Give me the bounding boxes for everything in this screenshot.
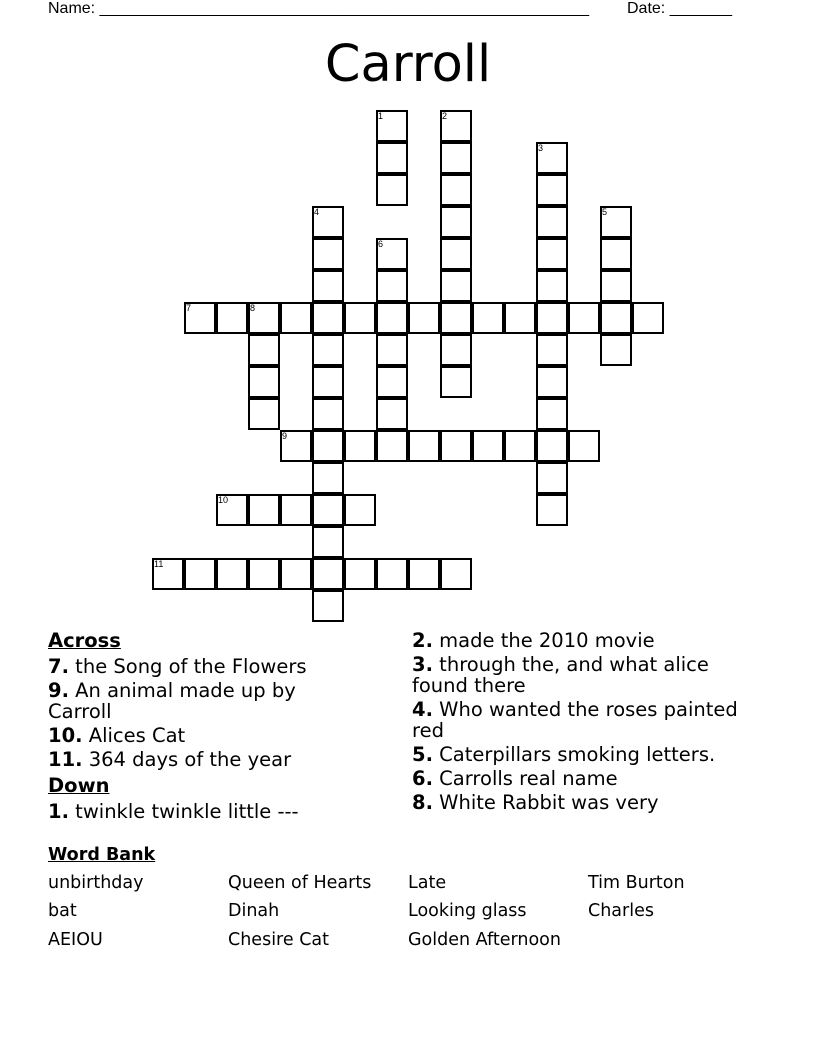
clue-down-3: 3. through the, and what alice found there [412, 653, 709, 697]
grid-cell[interactable] [376, 142, 408, 174]
word-bank-item: bat [48, 901, 77, 921]
grid-cell[interactable] [600, 302, 632, 334]
grid-cell[interactable] [504, 302, 536, 334]
grid-clue-number: 3 [538, 143, 544, 153]
grid-cell[interactable] [440, 334, 472, 366]
grid-cell[interactable] [344, 430, 376, 462]
clues-left-column [48, 630, 348, 825]
grid-clue-number: 8 [250, 303, 256, 313]
word-bank-item: Looking glass [408, 901, 527, 921]
grid-cell[interactable] [536, 494, 568, 526]
grid-cell[interactable] [440, 238, 472, 270]
grid-cell[interactable] [440, 302, 472, 334]
grid-cell[interactable] [536, 366, 568, 398]
word-bank-item: AEIOU [48, 930, 103, 950]
grid-clue-number: 6 [378, 239, 384, 249]
grid-cell[interactable] [312, 462, 344, 494]
grid-cell[interactable] [312, 398, 344, 430]
grid-cell[interactable] [312, 302, 344, 334]
grid-clue-number: 2 [442, 111, 448, 121]
date-field-line: Date: _______ [627, 0, 732, 17]
grid-cell[interactable] [440, 142, 472, 174]
across-heading: Across [48, 629, 121, 652]
grid-cell[interactable] [312, 270, 344, 302]
clue-down-6: 6. Carrolls real name [412, 767, 618, 790]
grid-clue-number: 5 [602, 207, 608, 217]
grid-cell[interactable] [472, 430, 504, 462]
grid-clue-number: 11 [154, 559, 164, 569]
grid-cell[interactable] [440, 174, 472, 206]
word-bank-item: Dinah [228, 901, 280, 921]
word-bank-item: Tim Burton [588, 873, 685, 893]
grid-cell[interactable] [216, 558, 248, 590]
word-bank-item: Golden Afternoon [408, 930, 561, 950]
grid-cell[interactable] [344, 302, 376, 334]
clue-across-9: 9. An animal made up by Carroll [48, 679, 296, 723]
word-bank-item: Charles [588, 901, 654, 921]
grid-cell[interactable] [312, 334, 344, 366]
grid-cell[interactable] [600, 270, 632, 302]
down-heading: Down [48, 774, 110, 797]
grid-cell[interactable] [248, 334, 280, 366]
grid-cell[interactable] [376, 334, 408, 366]
grid-cell[interactable] [312, 238, 344, 270]
grid-clue-number: 4 [314, 207, 320, 217]
grid-cell[interactable] [408, 558, 440, 590]
grid-cell[interactable] [280, 494, 312, 526]
clue-across-11: 11. 364 days of the year [48, 748, 292, 771]
grid-cell[interactable] [280, 302, 312, 334]
grid-cell[interactable] [472, 302, 504, 334]
grid-cell[interactable] [440, 366, 472, 398]
grid-cell[interactable] [216, 302, 248, 334]
word-bank-item: Late [408, 873, 447, 893]
grid-clue-number: 10 [218, 495, 229, 505]
grid-cell[interactable] [312, 558, 344, 590]
grid-cell[interactable] [536, 462, 568, 494]
clue-across-10: 10. Alices Cat [48, 724, 186, 747]
grid-cell[interactable] [376, 270, 408, 302]
grid-cell[interactable] [600, 334, 632, 366]
grid-cell[interactable] [376, 302, 408, 334]
clue-down-2: 2. made the 2010 movie [412, 629, 655, 652]
grid-cell[interactable] [440, 430, 472, 462]
word-bank-item: unbirthday [48, 873, 144, 893]
grid-cell[interactable] [248, 366, 280, 398]
grid-clue-number: 1 [378, 111, 384, 121]
grid-cell[interactable] [248, 558, 280, 590]
grid-cell[interactable] [440, 558, 472, 590]
grid-cell[interactable] [312, 366, 344, 398]
clue-down-8: 8. White Rabbit was very [412, 791, 659, 814]
grid-cell[interactable] [376, 430, 408, 462]
grid-cell[interactable] [600, 238, 632, 270]
grid-cell[interactable] [408, 302, 440, 334]
word-bank-title: Word Bank [48, 845, 156, 865]
grid-cell[interactable] [376, 366, 408, 398]
grid-cell[interactable] [568, 430, 600, 462]
grid-cell[interactable] [344, 558, 376, 590]
grid-cell[interactable] [312, 430, 344, 462]
grid-cell[interactable] [536, 270, 568, 302]
grid-cell[interactable] [440, 206, 472, 238]
grid-cell[interactable] [504, 430, 536, 462]
grid-cell[interactable] [312, 526, 344, 558]
word-bank-item: Queen of Hearts [228, 873, 372, 893]
grid-cell[interactable] [536, 238, 568, 270]
grid-cell[interactable] [280, 558, 312, 590]
grid-cell[interactable] [536, 398, 568, 430]
grid-cell[interactable] [536, 174, 568, 206]
grid-cell[interactable] [408, 430, 440, 462]
grid-cell[interactable] [536, 302, 568, 334]
clue-across-7: 7. the Song of the Flowers [48, 655, 307, 678]
page-title: Carroll [324, 35, 492, 94]
grid-cell[interactable] [536, 430, 568, 462]
clue-down-1: 1. twinkle twinkle little --- [48, 800, 299, 823]
grid-cell[interactable] [376, 174, 408, 206]
grid-clue-number: 9 [282, 431, 288, 441]
grid-cell[interactable] [376, 398, 408, 430]
grid-cell[interactable] [248, 398, 280, 430]
grid-clue-number: 7 [186, 303, 192, 313]
grid-cell[interactable] [184, 558, 216, 590]
grid-cell[interactable] [312, 590, 344, 622]
grid-cell[interactable] [376, 558, 408, 590]
grid-cell[interactable] [536, 206, 568, 238]
grid-cell[interactable] [344, 494, 376, 526]
word-bank-item: Chesire Cat [228, 930, 330, 950]
grid-cell[interactable] [536, 334, 568, 366]
grid-cell[interactable] [568, 302, 600, 334]
grid-cell[interactable] [632, 302, 664, 334]
clue-down-4: 4. Who wanted the roses painted red [412, 698, 738, 742]
grid-cell[interactable] [312, 494, 344, 526]
name-field-line: Name: _______________________________________________________ [48, 0, 589, 17]
clue-down-5: 5. Caterpillars smoking letters. [412, 743, 716, 766]
grid-cell[interactable] [248, 494, 280, 526]
clues-right-column [412, 630, 757, 816]
grid-cell[interactable] [440, 270, 472, 302]
